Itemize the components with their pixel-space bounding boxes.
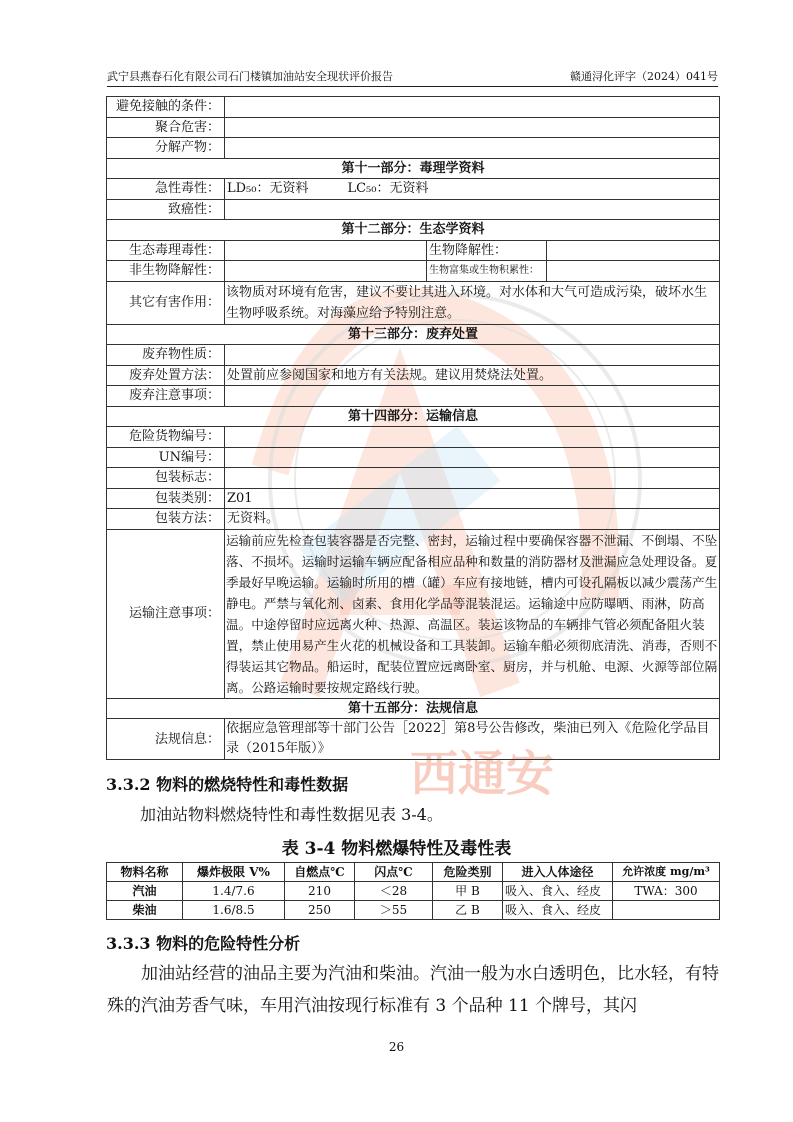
- column-header: 进入人体途径: [503, 863, 613, 882]
- row-value: [225, 427, 720, 448]
- report-number: 赣通浔化评字（2024）041号: [570, 70, 718, 83]
- table-cell: TWA：300: [613, 882, 720, 901]
- section-row: [107, 698, 720, 719]
- row-label: 其它有害作用：: [107, 281, 225, 324]
- row-value: [225, 386, 720, 407]
- row-value: [225, 199, 720, 220]
- row-label: 包装标志：: [107, 468, 225, 489]
- properties-table: [106, 862, 720, 920]
- row-label: 包装方法：: [107, 509, 225, 530]
- row-label: 废弃处置方法：: [107, 365, 225, 386]
- table-row: [107, 468, 720, 489]
- row-label: 致癌性：: [107, 199, 225, 220]
- row-label: 避免接触的条件：: [107, 97, 225, 118]
- table-row: [107, 240, 720, 261]
- row-label: 非生物降解性：: [107, 261, 225, 282]
- table-caption: 表 3-4 物料燃爆特性及毒性表: [281, 839, 512, 859]
- table-row: [107, 179, 720, 200]
- row-value: [225, 468, 720, 489]
- table-row: [107, 199, 720, 220]
- column-header: 物料名称: [107, 863, 183, 882]
- row-label: 运输注意事项：: [107, 529, 225, 698]
- row-label: UN编号：: [107, 447, 225, 468]
- row-value: Z01: [225, 488, 720, 509]
- row-value: LD₅₀：无资料 LC₅₀：无资料: [225, 179, 720, 200]
- row-label: 危险货物编号：: [107, 427, 225, 448]
- table-cell: 1.4/7.6: [183, 882, 285, 901]
- row-label: 生态毒理毒性：: [107, 240, 225, 261]
- row-value: [547, 240, 720, 261]
- column-header: 闪点℃: [355, 863, 433, 882]
- section-row: [107, 220, 720, 241]
- row-label: 废弃注意事项：: [107, 386, 225, 407]
- table-cell: 吸入、食入、经皮: [503, 901, 613, 920]
- table-row: [107, 138, 720, 159]
- section-title: 第十四部分：运输信息: [107, 406, 720, 427]
- table-cell: 210: [285, 882, 355, 901]
- row-value: 该物质对环境有危害，建议不要让其进入环境。对水体和大气可造成污染，破坏水生生物呼吸系统。对海藻应给予特别注意。: [225, 281, 720, 324]
- table-cell: 甲 B: [433, 882, 503, 901]
- section-333-text: 加油站经营的油品主要为汽油和柴油。汽油一般为水白透明色，比水轻，有特殊的汽油芳香气味，车用汽油按现行标准有 3 个品种 11 个牌号，其闪: [107, 964, 719, 1016]
- table-row: [107, 97, 720, 118]
- row-value: 无资料。: [225, 509, 720, 530]
- table-cell: 汽油: [107, 882, 183, 901]
- section-title: 第十三部分：废弃处置: [107, 324, 720, 345]
- column-header: 自燃点℃: [285, 863, 355, 882]
- table-row: [107, 427, 720, 448]
- section-heading-333: 3.3.3 物料的危险特性分析: [106, 934, 301, 953]
- table-row: [107, 901, 720, 920]
- table-row: [107, 281, 720, 324]
- column-header: 危险类别: [433, 863, 503, 882]
- table-row: [107, 509, 720, 530]
- table-cell: 吸入、食入、经皮: [503, 882, 613, 901]
- section-title: 第十二部分：生态学资料: [107, 220, 720, 241]
- table-cell: ＞55: [355, 901, 433, 920]
- section-row: [107, 158, 720, 179]
- table-row: [107, 261, 720, 282]
- section-heading-332: 3.3.2 物料的燃烧特性和毒性数据: [106, 775, 349, 794]
- row-value: [225, 97, 720, 118]
- row-value: 运输前应先检查包装容器是否完整、密封，运输过程中要确保容器不泄漏、不倒塌、不坠落、不损坏。运输时运输车辆应配备相应品种和数量的消防器材及泄漏应急处理设备。夏季最好早晚运输。运输时所用的槽（罐）车应有接地链，槽内可设孔隔板以减少震荡产生静电。严禁与氧化剂、卤素、食用化学品等混装混运。运输途中应防曝晒、雨淋，防高温。中途停留时应远离火种、热源、高温区。装运该物品的车辆排气管必须配备阻火装置，禁止使用易产生火花的机械设备和工具装卸。运输车船必须彻底清洗、消毒，否则不得装运其它物品。船运时，配装位置应远离卧室、厨房，并与机舱、电源、火源等部位隔离。公路运输时要按规定路线行驶。: [225, 529, 720, 698]
- row-label: 生物富集或生物积累性：: [427, 261, 547, 282]
- table-row: [107, 365, 720, 386]
- column-header: 爆炸极限 V%: [183, 863, 285, 882]
- row-value: [225, 345, 720, 366]
- row-value: [225, 447, 720, 468]
- table-row: [107, 345, 720, 366]
- row-label: 急性毒性：: [107, 179, 225, 200]
- page-number: 26: [388, 1040, 405, 1054]
- column-header: 允许浓度 mg/m³: [613, 863, 720, 882]
- section-title: 第十五部分：法规信息: [107, 698, 720, 719]
- table-row: [107, 117, 720, 138]
- table-cell: 1.6/8.5: [183, 901, 285, 920]
- row-label: 聚合危害：: [107, 117, 225, 138]
- table-cell: 250: [285, 901, 355, 920]
- section-row: [107, 324, 720, 345]
- row-value: [225, 117, 720, 138]
- row-label: 废弃物性质：: [107, 345, 225, 366]
- table-row: [107, 882, 720, 901]
- row-value: 处置前应参阅国家和地方有关法规。建议用焚烧法处置。: [225, 365, 720, 386]
- row-label: 法规信息：: [107, 719, 225, 760]
- section-title: 第十一部分：毒理学资料: [107, 158, 720, 179]
- table-cell: 柴油: [107, 901, 183, 920]
- table-cell: ＜28: [355, 882, 433, 901]
- row-value: [547, 261, 720, 282]
- section-row: [107, 406, 720, 427]
- table-cell: [613, 901, 720, 920]
- table-cell: 乙 B: [433, 901, 503, 920]
- row-label: 分解产物：: [107, 138, 225, 159]
- table-row: [107, 719, 720, 760]
- row-value: 依据应急管理部等十部门公告［2022］第8号公告修改，柴油已列入《危险化学品目录（2015年版）》: [225, 719, 720, 760]
- row-value: [225, 261, 427, 282]
- watermark-text: 西通安: [410, 748, 555, 801]
- msds-table: [106, 96, 720, 760]
- row-value: [225, 240, 427, 261]
- table-row: [107, 386, 720, 407]
- table-row: [107, 529, 720, 698]
- table-row: [107, 488, 720, 509]
- page-header: [107, 70, 718, 87]
- row-value: [225, 138, 720, 159]
- table-row: [107, 447, 720, 468]
- table-header-row: [107, 863, 720, 882]
- section-332-text: 加油站物料燃烧特性和毒性数据见表 3-4。: [140, 805, 443, 824]
- row-label: 包装类别：: [107, 488, 225, 509]
- row-label: 生物降解性：: [427, 240, 547, 261]
- report-title: 武宁县燕春石化有限公司石门楼镇加油站安全现状评价报告: [107, 70, 393, 83]
